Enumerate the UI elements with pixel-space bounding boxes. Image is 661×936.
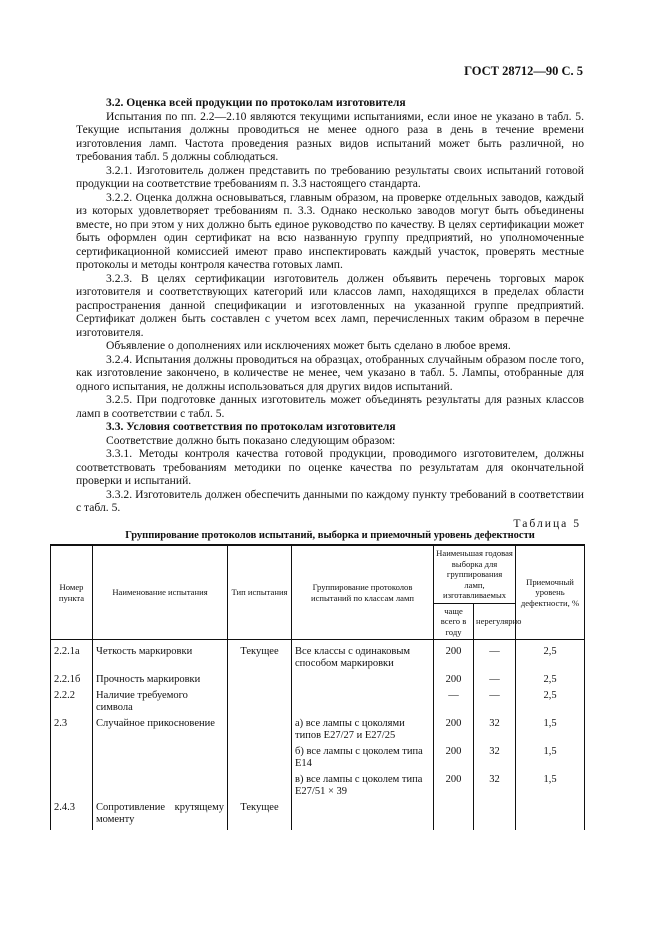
- cell-type: Текущее: [228, 640, 292, 675]
- paragraph: 3.2.1. Изготовитель должен представить по требованию результаты своих испытаний готовой продукции на соответствие требованиям п. 3.3 настоящего стандарта.: [76, 163, 584, 190]
- cell-often: 200: [434, 774, 474, 802]
- cell-aql: 1,5: [516, 774, 585, 802]
- cell-group: [292, 674, 434, 690]
- header-group: Группирование протоколов испытаний по классам ламп: [292, 545, 434, 640]
- table-row: [51, 674, 585, 690]
- cell-num: 2.2.2: [51, 690, 93, 718]
- cell-often: —: [434, 690, 474, 718]
- header-type: Тип испытания: [228, 545, 292, 640]
- cell-name: Сопротивление крутящему моменту: [93, 802, 228, 830]
- data-table: [50, 544, 585, 830]
- cell-group: [292, 690, 434, 718]
- header-rare: нерегулярно: [474, 603, 516, 640]
- cell-often: 200: [434, 746, 474, 774]
- cell-aql: 2,5: [516, 640, 585, 675]
- cell-often: 200: [434, 674, 474, 690]
- cell-aql: 1,5: [516, 718, 585, 746]
- header-sample: Наименьшая годовая выборка для группирования ламп, изготавливаемых: [434, 545, 516, 603]
- cell-type: [228, 774, 292, 802]
- cell-rare: 32: [474, 718, 516, 746]
- cell-group: [292, 802, 434, 830]
- table-row: [51, 690, 585, 718]
- cell-num: [51, 746, 93, 774]
- cell-type: [228, 674, 292, 690]
- page-header: ГОСТ 28712—90 С. 5: [464, 64, 583, 78]
- cell-often: 200: [434, 718, 474, 746]
- paragraph: Объявление о дополнениях или исключениях может быть сделано в любое время.: [106, 339, 511, 352]
- cell-num: 2.3: [51, 718, 93, 746]
- table-row: [51, 640, 585, 675]
- cell-num: 2.2.1б: [51, 674, 93, 690]
- cell-type: [228, 690, 292, 718]
- body-text: [76, 96, 584, 515]
- cell-aql: [516, 802, 585, 830]
- cell-group: б) все лампы с цоколем типа Е14: [292, 746, 434, 774]
- paragraph: 3.2.5. При подготовке данных изготовитель может объединять результаты для разных классов ламп в соответствии с табл. 5.: [76, 393, 584, 420]
- cell-often: [434, 802, 474, 830]
- cell-group: а) все лампы с цоколями типов Е27/27 и Е27/25: [292, 718, 434, 746]
- cell-name: Случайное прикосновение: [93, 718, 228, 746]
- cell-num: 2.4.3: [51, 802, 93, 830]
- cell-name: [93, 774, 228, 802]
- paragraph: 3.2.3. В целях сертификации изготовитель должен объявить перечень торговых марок изготовителя и соответствующих категорий или классов ламп, находящихся в пределах области распространения данной спецификации и изготовленных на указанной группе предприятий. Сертификат должен быть составлен с учетом всех ламп, перечисленных таким образом в перечне изготовителя.: [76, 271, 584, 339]
- cell-name: [93, 746, 228, 774]
- header-often: чаще всего в году: [434, 603, 474, 640]
- cell-type: [228, 718, 292, 746]
- cell-name: Наличие требуемого символа: [93, 690, 228, 718]
- paragraph: Соответствие должно быть показано следующим образом:: [106, 433, 396, 447]
- paragraph: 3.2.2. Оценка должна основываться, главным образом, на проверке отдельных заводов, каждый из которых удовлетворяет требованиям п. 3.3. Однако несколько заводов могут быть объединены вместе, но при этом у них должно быть единое руководство по качеству. В целях сертификации может быть оформлен один сертификат на всю названную группу предприятий, но уполномоченные сертификационной комиссией имеют право инспектировать каждый участок, проверять местные протоколы и методы контроля качества готовых ламп.: [76, 190, 584, 271]
- table-row: [51, 718, 585, 746]
- header-name: Наименование испытания: [93, 545, 228, 640]
- header-num: Номер пункта: [51, 545, 93, 640]
- table-caption: Таблица 5: [513, 517, 581, 530]
- section-heading: 3.2. Оценка всей продукции по протоколам изготовителя: [106, 96, 406, 109]
- cell-group: в) все лампы с цоколем типа Е27/51 × 39: [292, 774, 434, 802]
- cell-type: Текущее: [228, 802, 292, 830]
- cell-often: 200: [434, 640, 474, 675]
- cell-group: Все классы с одинаковым способом маркировки: [292, 640, 434, 675]
- paragraph: Испытания по пп. 2.2—2.10 являются текущими испытаниями, если иное не указано в табл. 5. Текущие испытания должны проводиться не менее одного раза в день в течение времени изготовления ламп. Частота проведения разных видов испытаний может быть различной, но требования табл. 5 должны соблюдаться.: [76, 109, 584, 163]
- cell-aql: 2,5: [516, 674, 585, 690]
- table-row: [51, 774, 585, 802]
- cell-aql: 2,5: [516, 690, 585, 718]
- cell-rare: 32: [474, 774, 516, 802]
- cell-rare: 32: [474, 746, 516, 774]
- cell-num: 2.2.1а: [51, 640, 93, 675]
- cell-name: Четкость маркировки: [93, 640, 228, 675]
- header-aql: Приемочный уровень дефектности, %: [516, 545, 585, 640]
- cell-rare: [474, 802, 516, 830]
- paragraph: 3.3.2. Изготовитель должен обеспечить данными по каждому пункту требований в соответствии с табл. 5.: [76, 487, 584, 514]
- cell-aql: 1,5: [516, 746, 585, 774]
- cell-rare: —: [474, 640, 516, 675]
- paragraph: 3.2.4. Испытания должны проводиться на образцах, отобранных случайным образом после того, как изготовление закончено, в количестве не менее, чем указано в табл. 5. Лампы, отобранные для одного испытания, не должны использоваться для других видов испытаний.: [76, 352, 584, 393]
- table-row: [51, 802, 585, 830]
- paragraph: 3.3.1. Методы контроля качества готовой продукции, проводимого изготовителем, должны соответствовать требованиям методики по оценке качества по результатам для окончательной проверки и испытаний.: [76, 447, 584, 487]
- cell-type: [228, 746, 292, 774]
- cell-rare: —: [474, 690, 516, 718]
- cell-num: [51, 774, 93, 802]
- cell-name: Прочность маркировки: [93, 674, 228, 690]
- table-row: [51, 746, 585, 774]
- section-heading: 3.3. Условия соответствия по протоколам изготовителя: [106, 420, 396, 433]
- cell-rare: —: [474, 674, 516, 690]
- table-title: Группирование протоколов испытаний, выборка и приемочный уровень дефектности: [125, 530, 535, 541]
